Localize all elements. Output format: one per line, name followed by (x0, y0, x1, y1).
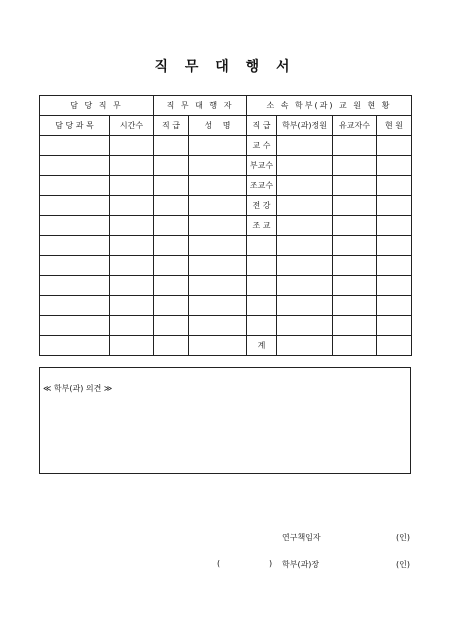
table-row (40, 256, 412, 276)
table-cell[interactable] (277, 136, 333, 156)
table-header-row (40, 96, 412, 116)
table-cell[interactable] (377, 216, 412, 236)
rank-label: 전 강 (247, 196, 277, 216)
rank-label (247, 236, 277, 256)
table-row-total (40, 336, 412, 356)
table-cell[interactable] (377, 276, 412, 296)
rank-label: 조교수 (247, 176, 277, 196)
table-cell[interactable] (189, 316, 247, 336)
table-cell[interactable] (333, 316, 377, 336)
table-cell[interactable] (333, 336, 377, 356)
table-cell[interactable] (277, 216, 333, 236)
table-cell[interactable] (189, 276, 247, 296)
table-cell[interactable] (377, 136, 412, 156)
table-cell[interactable] (277, 336, 333, 356)
table-cell[interactable] (377, 176, 412, 196)
table-row (40, 236, 412, 256)
table-cell[interactable] (333, 176, 377, 196)
table-cell[interactable] (277, 256, 333, 276)
table-row (40, 276, 412, 296)
researcher-label: 연구책임자 (282, 533, 321, 542)
table-subheader-row (40, 116, 412, 136)
acting-duty-table (39, 95, 412, 356)
col-hours: 시간수 (110, 116, 154, 136)
col-quota: 학부(과)정원 (277, 116, 333, 136)
table-cell[interactable] (277, 176, 333, 196)
table-cell[interactable] (40, 136, 110, 156)
table-cell[interactable] (110, 176, 154, 196)
table-cell[interactable] (333, 196, 377, 216)
table-cell[interactable] (40, 216, 110, 236)
table-cell[interactable] (377, 236, 412, 256)
document-title: 직 무 대 행 서 (154, 59, 296, 75)
col-name: 성 명 (189, 116, 247, 136)
rank-label: 교 수 (247, 136, 277, 156)
table-cell[interactable] (40, 276, 110, 296)
researcher-seal: (인) (396, 533, 410, 542)
table-cell[interactable] (110, 136, 154, 156)
table-row (40, 196, 412, 216)
col-subject: 담 당 과 목 (40, 116, 110, 136)
table-cell[interactable] (110, 216, 154, 236)
table-cell[interactable] (189, 176, 247, 196)
header-acting: 직 무 대 행 자 (154, 96, 247, 116)
table-row (40, 296, 412, 316)
table-cell[interactable] (40, 296, 110, 316)
table-cell[interactable] (40, 196, 110, 216)
table-cell[interactable] (40, 256, 110, 276)
table-row (40, 176, 412, 196)
table-cell[interactable] (333, 296, 377, 316)
table-cell[interactable] (277, 296, 333, 316)
table-cell[interactable] (154, 156, 189, 176)
table-cell[interactable] (40, 236, 110, 256)
col-rank: 직 급 (154, 116, 189, 136)
header-dept-status: 소 속 학부(과) 교 원 현 황 (247, 96, 412, 116)
table-row (40, 156, 412, 176)
table-cell[interactable] (333, 276, 377, 296)
table-cell[interactable] (40, 316, 110, 336)
table-cell[interactable] (189, 136, 247, 156)
table-cell[interactable] (333, 256, 377, 276)
rank-label (247, 296, 277, 316)
table-cell[interactable] (154, 256, 189, 276)
table-cell[interactable] (333, 236, 377, 256)
table-cell[interactable] (110, 256, 154, 276)
opinion-label: ≪ 학부(과) 의견 ≫ (43, 384, 113, 393)
table-row (40, 316, 412, 336)
table-cell[interactable] (377, 196, 412, 216)
table-cell[interactable] (377, 336, 412, 356)
table-cell[interactable] (154, 296, 189, 316)
table-cell[interactable] (333, 136, 377, 156)
table-cell[interactable] (110, 236, 154, 256)
table-cell[interactable] (277, 276, 333, 296)
table-cell[interactable] (189, 156, 247, 176)
table-cell[interactable] (189, 216, 247, 236)
table-cell[interactable] (154, 236, 189, 256)
paren-close: ) (269, 559, 273, 568)
table-cell[interactable] (110, 316, 154, 336)
table-cell[interactable] (110, 276, 154, 296)
rank-label: 조 교 (247, 216, 277, 236)
table-cell[interactable] (110, 156, 154, 176)
table-cell[interactable] (110, 296, 154, 316)
col-qualified: 유교자수 (333, 116, 377, 136)
paren-open: ( (217, 559, 221, 568)
opinion-box[interactable] (39, 367, 411, 474)
table-cell[interactable] (40, 336, 110, 356)
table-cell[interactable] (40, 176, 110, 196)
table-cell[interactable] (277, 236, 333, 256)
table-cell[interactable] (154, 316, 189, 336)
col-current: 현 원 (377, 116, 412, 136)
table-cell[interactable] (333, 156, 377, 176)
dept-head-seal: (인) (396, 560, 410, 569)
table-cell[interactable] (333, 216, 377, 236)
table-cell[interactable] (277, 156, 333, 176)
table-cell[interactable] (377, 296, 412, 316)
table-cell[interactable] (154, 276, 189, 296)
header-duty: 담 당 직 무 (40, 96, 154, 116)
table-cell[interactable] (154, 216, 189, 236)
table-row (40, 216, 412, 236)
table-cell[interactable] (377, 316, 412, 336)
table-cell[interactable] (277, 316, 333, 336)
table-cell[interactable] (189, 236, 247, 256)
table-cell[interactable] (189, 196, 247, 216)
table-cell[interactable] (189, 296, 247, 316)
rank-label (247, 276, 277, 296)
rank-label (247, 256, 277, 276)
table-cell[interactable] (154, 176, 189, 196)
dept-head-label: 학부(과)장 (282, 560, 320, 569)
table-cell[interactable] (189, 336, 247, 356)
table-cell[interactable] (377, 156, 412, 176)
table-cell[interactable] (154, 196, 189, 216)
total-label: 계 (247, 336, 277, 356)
rank-label (247, 316, 277, 336)
table-cell[interactable] (110, 336, 154, 356)
table-cell[interactable] (154, 336, 189, 356)
table-cell[interactable] (377, 256, 412, 276)
table-cell[interactable] (110, 196, 154, 216)
table-cell[interactable] (189, 256, 247, 276)
table-row (40, 136, 412, 156)
col-rank2: 직 급 (247, 116, 277, 136)
table-cell[interactable] (40, 156, 110, 176)
table-cell[interactable] (277, 196, 333, 216)
table-cell[interactable] (154, 136, 189, 156)
rank-label: 부교수 (247, 156, 277, 176)
